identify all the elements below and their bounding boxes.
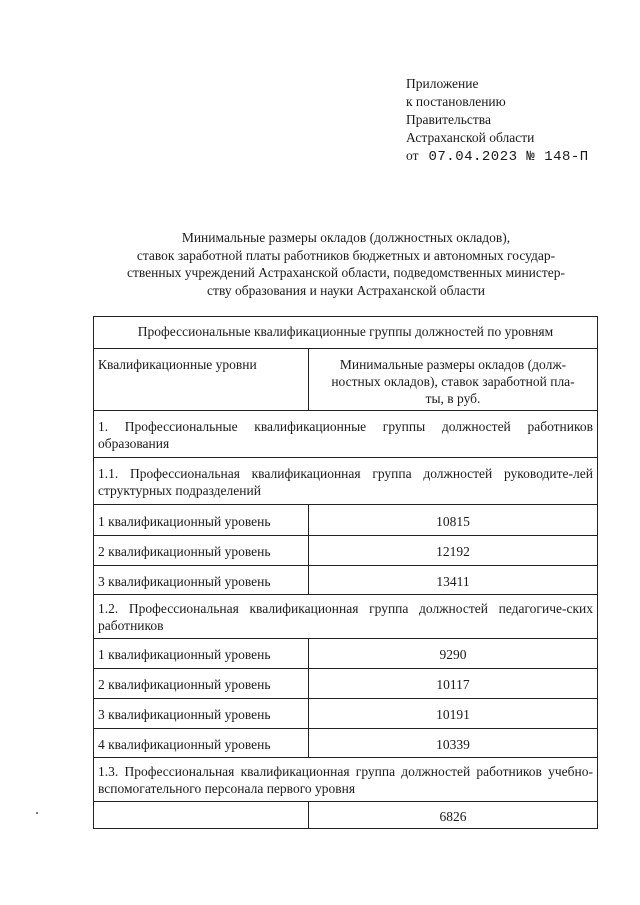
level-cell: 3 квалификационный уровень — [94, 699, 309, 729]
table-row — [94, 536, 598, 566]
group-row — [94, 595, 598, 639]
salary-value-cell: 12192 — [309, 536, 598, 566]
table-column-header-row — [94, 349, 598, 411]
appendix-line-1: Приложение — [406, 76, 479, 91]
level-cell: 1 квалификационный уровень — [94, 505, 309, 536]
title-line-3: ственных учреждений Астраханской области, подведомственных министер- — [126, 265, 566, 280]
group-row — [94, 758, 598, 802]
date-prefix: от — [406, 148, 419, 163]
salary-value-cell: 6826 — [309, 802, 598, 829]
salary-value-cell: 9290 — [309, 639, 598, 669]
column-header-salary: Минимальные размеры окладов (долж-ностных окладов), ставок заработной пла-ты, в руб. — [309, 349, 598, 411]
table-row — [94, 729, 598, 758]
table-row — [94, 699, 598, 729]
level-cell — [94, 802, 309, 829]
table-row — [94, 566, 598, 595]
table-main-header: Профессиональные квалификационные группы должностей по уровням — [94, 317, 598, 349]
table-main-header-row — [94, 317, 598, 349]
appendix-date-line — [406, 147, 589, 166]
salary-value-cell: 13411 — [309, 566, 598, 595]
level-cell: 2 квалификационный уровень — [94, 536, 309, 566]
scan-speck — [36, 812, 38, 814]
group-1-1-title: 1.1. Профессиональная квалификационная группа должностей руководите-лей структурных подразделений — [94, 458, 598, 505]
column-header-levels: Квалификационные уровни — [94, 349, 309, 411]
level-cell: 1 квалификационный уровень — [94, 639, 309, 669]
appendix-line-4: Астраханской области — [406, 130, 535, 145]
table-row — [94, 505, 598, 536]
date-number: 07.04.2023 № 148-П — [428, 149, 589, 165]
appendix-line-2: к постановлению — [406, 94, 506, 109]
salary-value-cell: 10117 — [309, 669, 598, 699]
section-1-title: 1. Профессиональные квалификационные группы должностей работников образования — [94, 411, 598, 458]
salary-value-cell: 10191 — [309, 699, 598, 729]
table-row — [94, 669, 598, 699]
appendix-header — [406, 75, 589, 166]
appendix-line-3: Правительства — [406, 112, 491, 127]
level-cell: 4 квалификационный уровень — [94, 729, 309, 758]
salary-value-cell: 10815 — [309, 505, 598, 536]
table-row — [94, 802, 598, 829]
title-line-1: Минимальные размеры окладов (должностных окладов), — [181, 230, 511, 245]
table-row — [94, 639, 598, 669]
salary-table — [93, 316, 598, 829]
title-line-2: ставок заработной платы работников бюджетных и автономных государ- — [136, 247, 556, 263]
title-line-4: ству образования и науки Астраханской области — [207, 282, 485, 298]
level-cell: 3 квалификационный уровень — [94, 566, 309, 595]
section-row — [94, 411, 598, 458]
document-title — [96, 229, 596, 299]
group-1-2-title: 1.2. Профессиональная квалификационная группа должностей педагогиче-ских работников — [94, 595, 598, 639]
group-row — [94, 458, 598, 505]
salary-value-cell: 10339 — [309, 729, 598, 758]
level-cell: 2 квалификационный уровень — [94, 669, 309, 699]
group-1-3-title: 1.3. Профессиональная квалификационная группа должностей работников учебно-вспомогательного персонала первого уровня — [94, 758, 598, 802]
